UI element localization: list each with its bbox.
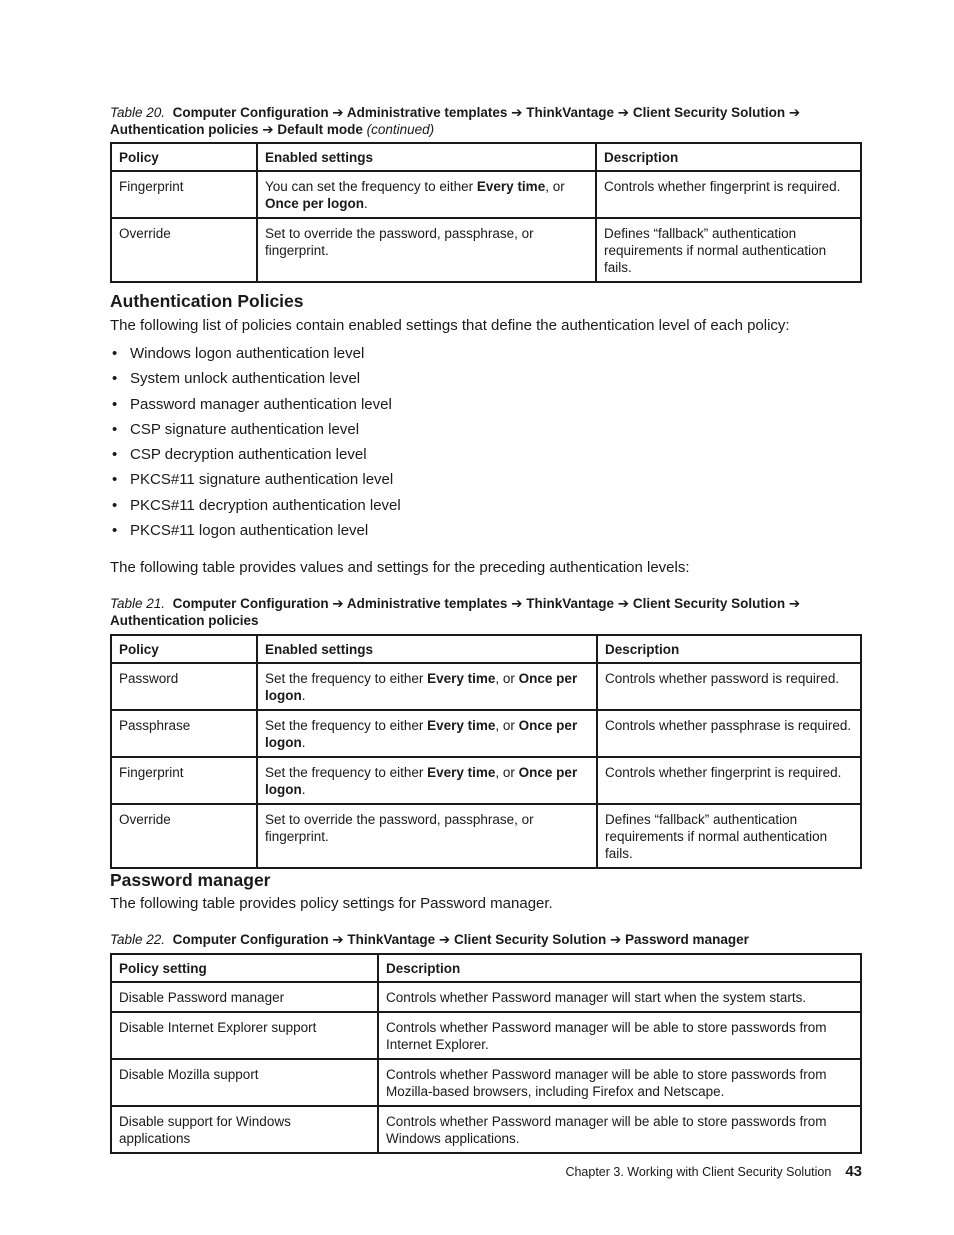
list-item: • PKCS#11 logon authentication level (110, 521, 862, 546)
section-heading-authentication-policies: Authentication Policies (110, 291, 304, 311)
table-row (111, 757, 861, 804)
table-header-cell: Policy (111, 635, 257, 663)
description-cell: Controls whether Password manager will be able to store passwords from Internet Explorer. (378, 1012, 861, 1059)
policy-cell: Fingerprint (111, 171, 257, 218)
auth-intro: The following list of policies contain enabled settings that define the authentication level of each policy: (110, 317, 790, 334)
table20 (110, 142, 862, 283)
list-item: • CSP decryption authentication level (110, 445, 862, 470)
page-number: 43 (845, 1163, 862, 1180)
description-cell: Defines “fallback” authentication requirements if normal authentication fails. (597, 804, 861, 868)
table20-caption (110, 104, 862, 138)
table-row (111, 982, 861, 1012)
table-row (111, 1106, 861, 1153)
pm-intro: The following table provides policy settings for Password manager. (110, 895, 553, 912)
table-header-row (111, 143, 861, 171)
table-row (111, 171, 861, 218)
table22-caption (110, 931, 862, 948)
description-cell: Defines “fallback” authentication requirements if normal authentication fails. (596, 218, 861, 282)
table-header-cell: Policy setting (111, 954, 378, 982)
table-row (111, 1012, 861, 1059)
auth-level-list (110, 344, 862, 546)
section-heading-password-manager: Password manager (110, 870, 271, 890)
setting-cell: Disable Password manager (111, 982, 378, 1012)
policy-cell: Override (111, 804, 257, 868)
setting-cell: Disable Mozilla support (111, 1059, 378, 1106)
table-header-cell: Policy (111, 143, 257, 171)
policy-cell: Fingerprint (111, 757, 257, 804)
table-header-row (111, 635, 861, 663)
list-item: • Password manager authentication level (110, 395, 862, 420)
table21-caption-num: Table 21. (110, 596, 166, 611)
table22-caption-num: Table 22. (110, 932, 166, 947)
table-row (111, 663, 861, 710)
policy-cell: Override (111, 218, 257, 282)
description-cell: Controls whether fingerprint is required. (597, 757, 861, 804)
table-row (111, 1059, 861, 1106)
description-cell: Controls whether Password manager will be able to store passwords from Windows applications. (378, 1106, 861, 1153)
table-row (111, 218, 861, 282)
table-header-cell: Description (596, 143, 861, 171)
list-item: • PKCS#11 signature authentication level (110, 470, 862, 495)
settings-cell: Set the frequency to either Every time, or Once per logon. (257, 710, 597, 757)
table20-caption-num: Table 20. (110, 105, 166, 120)
auth-outro: The following table provides values and settings for the preceding authentication levels: (110, 559, 690, 576)
settings-cell: Set to override the password, passphrase, or fingerprint. (257, 804, 597, 868)
description-cell: Controls whether passphrase is required. (597, 710, 861, 757)
settings-cell: Set to override the password, passphrase, or fingerprint. (257, 218, 596, 282)
list-item: • Windows logon authentication level (110, 344, 862, 369)
table-row (111, 710, 861, 757)
settings-cell: Set the frequency to either Every time, or Once per logon. (257, 663, 597, 710)
table21-caption (110, 595, 862, 629)
table-header-cell: Description (378, 954, 861, 982)
table21-caption-path: Computer Configuration ➔ Administrative templates ➔ ThinkVantage ➔ Client Security Solution ➔ Authentication policies (110, 596, 801, 628)
table22-caption-path: Computer Configuration ➔ ThinkVantage ➔ Client Security Solution ➔ Password manager (172, 932, 749, 947)
description-cell: Controls whether password is required. (597, 663, 861, 710)
table20-caption-path: Computer Configuration ➔ Administrative templates ➔ ThinkVantage ➔ Client Security Solution ➔ Authentication policies ➔ Default mode (110, 105, 801, 137)
list-item: • PKCS#11 decryption authentication level (110, 496, 862, 521)
table-header-cell: Description (597, 635, 861, 663)
description-cell: Controls whether Password manager will start when the system starts. (378, 982, 861, 1012)
list-item: • System unlock authentication level (110, 369, 862, 394)
page-footer (565, 1163, 862, 1180)
policy-cell: Passphrase (111, 710, 257, 757)
list-item: • CSP signature authentication level (110, 420, 862, 445)
table-header-cell: Enabled settings (257, 635, 597, 663)
setting-cell: Disable support for Windows applications (111, 1106, 378, 1153)
description-cell: Controls whether Password manager will be able to store passwords from Mozilla-based browsers, including Firefox and Netscape. (378, 1059, 861, 1106)
description-cell: Controls whether fingerprint is required. (596, 171, 861, 218)
chapter-label: Chapter 3. Working with Client Security Solution (565, 1165, 832, 1179)
table-header-cell: Enabled settings (257, 143, 596, 171)
settings-cell: You can set the frequency to either Every time, or Once per logon. (257, 171, 596, 218)
table21 (110, 634, 862, 869)
table-header-row (111, 954, 861, 982)
table20-caption-suffix: (continued) (366, 122, 435, 137)
table22 (110, 953, 862, 1154)
settings-cell: Set the frequency to either Every time, or Once per logon. (257, 757, 597, 804)
setting-cell: Disable Internet Explorer support (111, 1012, 378, 1059)
table-row (111, 804, 861, 868)
policy-cell: Password (111, 663, 257, 710)
